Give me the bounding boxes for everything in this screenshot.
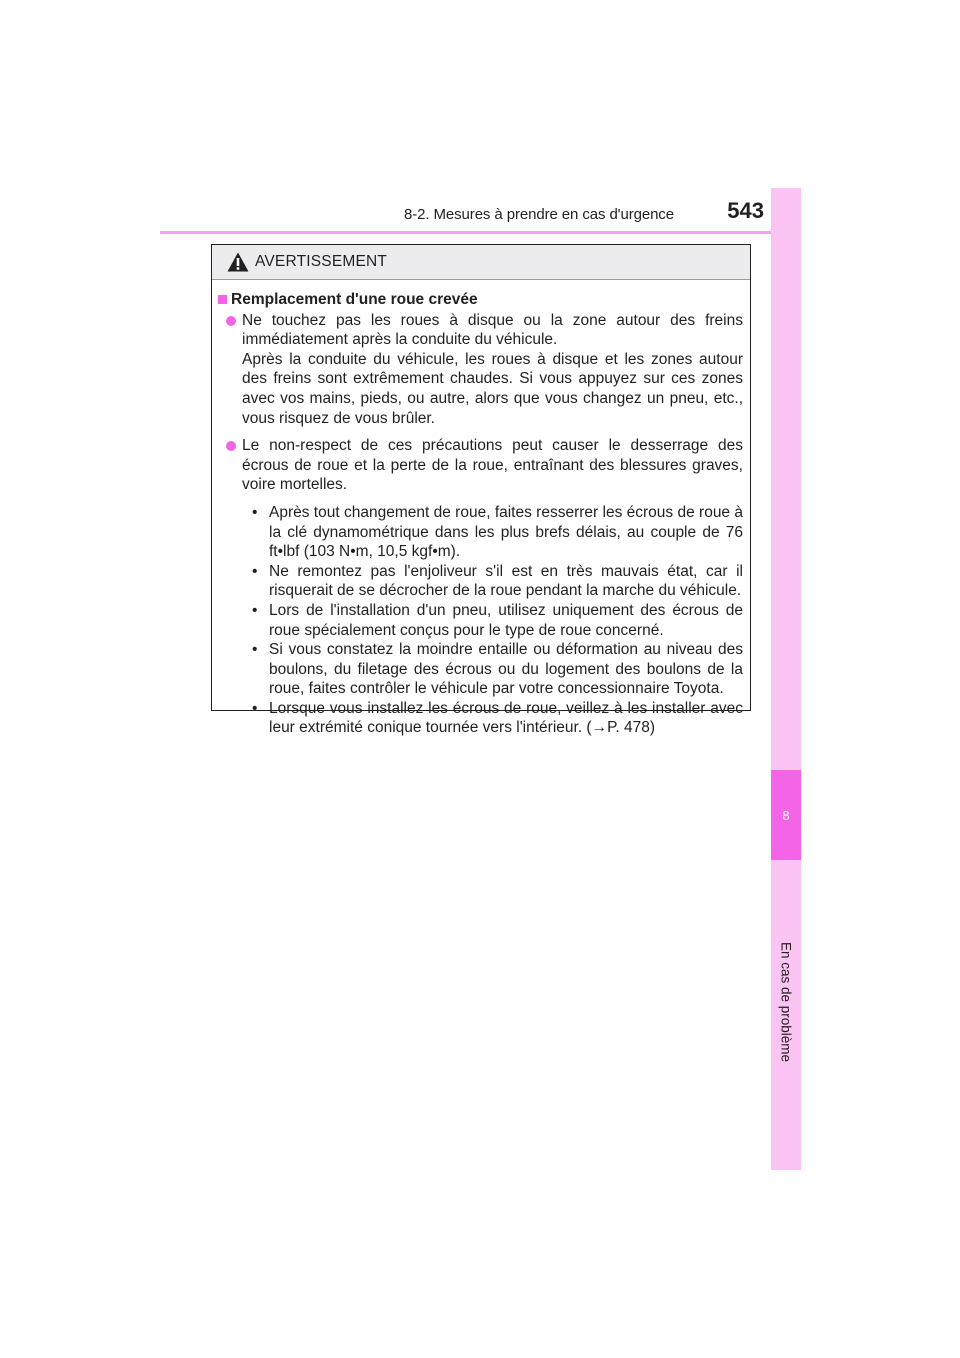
warning-triangle-icon bbox=[227, 252, 249, 272]
sub-list-item bbox=[252, 640, 743, 699]
warning-item-text: Ne touchez pas les roues à disque ou la zone autour des freins immédiatement après la conduite du véhicule. bbox=[242, 311, 743, 349]
sub-list-item bbox=[252, 699, 743, 738]
sub-list-item-text: Si vous constatez la moindre entaille ou déformation au niveau des boulons, du filetage des écrous ou du logement des boulons de la roue, faites contrôler le véhicule par votre concessionnaire Toyota. bbox=[269, 641, 743, 698]
chapter-number: 8 bbox=[782, 807, 790, 823]
dot-bullet-icon: • bbox=[252, 699, 258, 717]
dot-bullet-icon: • bbox=[252, 562, 258, 580]
header-rule bbox=[160, 231, 800, 234]
warning-header bbox=[212, 245, 750, 280]
warning-section-title bbox=[218, 290, 743, 310]
warning-item bbox=[226, 311, 743, 429]
warning-item bbox=[226, 436, 743, 738]
warning-content bbox=[212, 280, 750, 738]
sub-list-item-text: Lorsque vous installez les écrous de roue, veillez à les installer avec leur extrémité conique tournée vers l'intérieur. (→P. 478) bbox=[269, 699, 743, 737]
warning-item-text: Après la conduite du véhicule, les roues à disque et les zones autour des freins sont extrêmement chaudes. Si vous appuyez sur ces zones avec vos mains, pieds, ou autre, alors que vous changez un pneu, etc., vous risquez de vous brûler. bbox=[242, 350, 743, 427]
circle-bullet-icon bbox=[226, 441, 236, 451]
sub-list-item bbox=[252, 562, 743, 601]
chapter-title: En cas de problème bbox=[778, 941, 794, 1063]
dot-bullet-icon: • bbox=[252, 601, 258, 619]
page-number: 543 bbox=[727, 198, 764, 223]
warning-title: AVERTISSEMENT bbox=[255, 253, 388, 270]
sub-list-item-text: Après tout changement de roue, faites resserrer les écrous de roue à la clé dynamométrique dans les plus brefs délais, au couple de 76 ft•lbf (103 N•m, 10,5 kgf•m). bbox=[269, 503, 743, 561]
warning-section-title-text: Remplacement d'une roue crevée bbox=[231, 291, 478, 308]
warning-item-text: Le non-respect de ces précautions peut causer le desserrage des écrous de roue et la perte de la roue, entraînant des blessures graves, voire mortelles. bbox=[242, 437, 743, 494]
sub-list-item-text: Ne remontez pas l'enjoliveur s'il est en très mauvais état, car il risquerait de se décrocher de la roue pendant la marche du véhicule. bbox=[269, 562, 743, 600]
warning-box bbox=[211, 244, 751, 737]
sub-list bbox=[252, 503, 743, 738]
sub-list-item bbox=[252, 601, 743, 640]
sub-list-item-text: Lors de l'installation d'un pneu, utilisez uniquement des écrous de roue spécialement conçus pour le type de roue concerné. bbox=[269, 601, 743, 639]
dot-bullet-icon: • bbox=[252, 641, 258, 659]
sub-list-item bbox=[252, 503, 743, 562]
chapter-tab[interactable] bbox=[771, 770, 801, 860]
circle-bullet-icon bbox=[226, 316, 236, 326]
square-bullet-icon bbox=[218, 295, 227, 304]
dot-bullet-icon: • bbox=[252, 503, 258, 521]
section-header-title: 8-2. Mesures à prendre en cas d'urgence bbox=[404, 206, 674, 223]
